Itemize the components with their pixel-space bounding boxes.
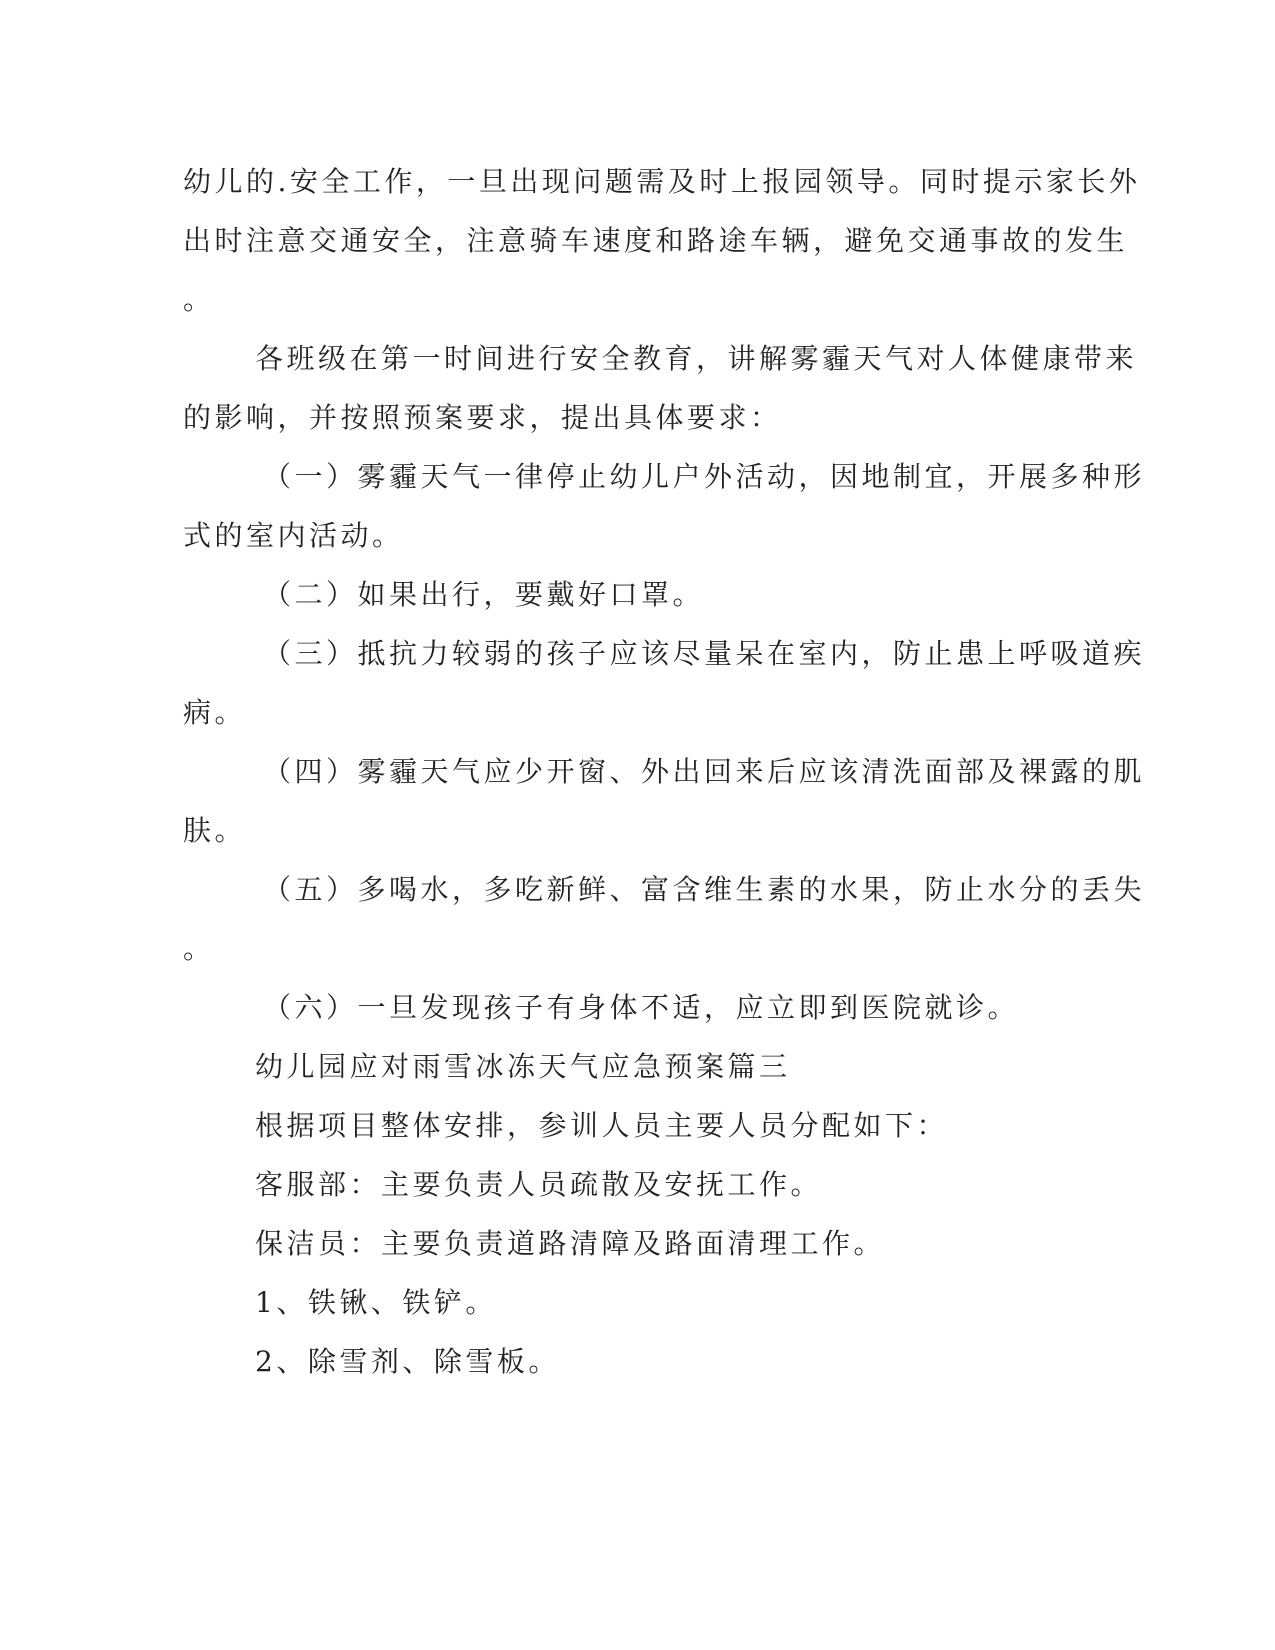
text-line: 肤。: [183, 814, 247, 847]
text-line: 。: [183, 932, 215, 965]
paragraph-line: 各班级在第一时间进行安全教育，讲解雾霾天气对人体健康带来: [255, 342, 1138, 375]
text-line: 的影响，并按照预案要求，提出具体要求：: [183, 401, 782, 434]
section-heading: 幼儿园应对雨雪冰冻天气应急预案篇三: [255, 1050, 791, 1083]
text-line: 病。: [183, 696, 247, 729]
document-body: [183, 152, 1146, 1391]
text-line: 出时注意交通安全，注意骑车速度和路途车辆，避免交通事故的发生: [183, 224, 1129, 257]
list-item-line: （六）一旦发现孩子有身体不适，应立即到医院就诊。: [263, 991, 1020, 1024]
list-item-line: （五）多喝水，多吃新鲜、富含维生素的水果，防止水分的丢失: [263, 873, 1146, 906]
paragraph-line: 保洁员：主要负责道路清障及路面清理工作。: [255, 1227, 886, 1260]
list-item-line: 1、铁锹、铁铲。: [255, 1286, 497, 1319]
text-line: 式的室内活动。: [183, 519, 404, 552]
paragraph-line: 客服部：主要负责人员疏散及安抚工作。: [255, 1168, 823, 1201]
list-item-line: （三）抵抗力较弱的孩子应该尽量呆在室内，防止患上呼吸道疾: [263, 637, 1146, 670]
paragraph-line: 根据项目整体安排，参训人员主要人员分配如下：: [255, 1109, 949, 1142]
text-line: 幼儿的.安全工作，一旦出现问题需及时上报园领导。同时提示家长外: [183, 165, 1141, 198]
text-line: 。: [183, 283, 215, 316]
list-item-line: （四）雾霾天气应少开窗、外出回来后应该清洗面部及裸露的肌: [263, 755, 1146, 788]
list-item-line: （一）雾霾天气一律停止幼儿户外活动，因地制宜，开展多种形: [263, 460, 1146, 493]
list-item-line: （二）如果出行，要戴好口罩。: [263, 578, 705, 611]
list-item-line: 2、除雪剂、除雪板。: [255, 1345, 560, 1378]
